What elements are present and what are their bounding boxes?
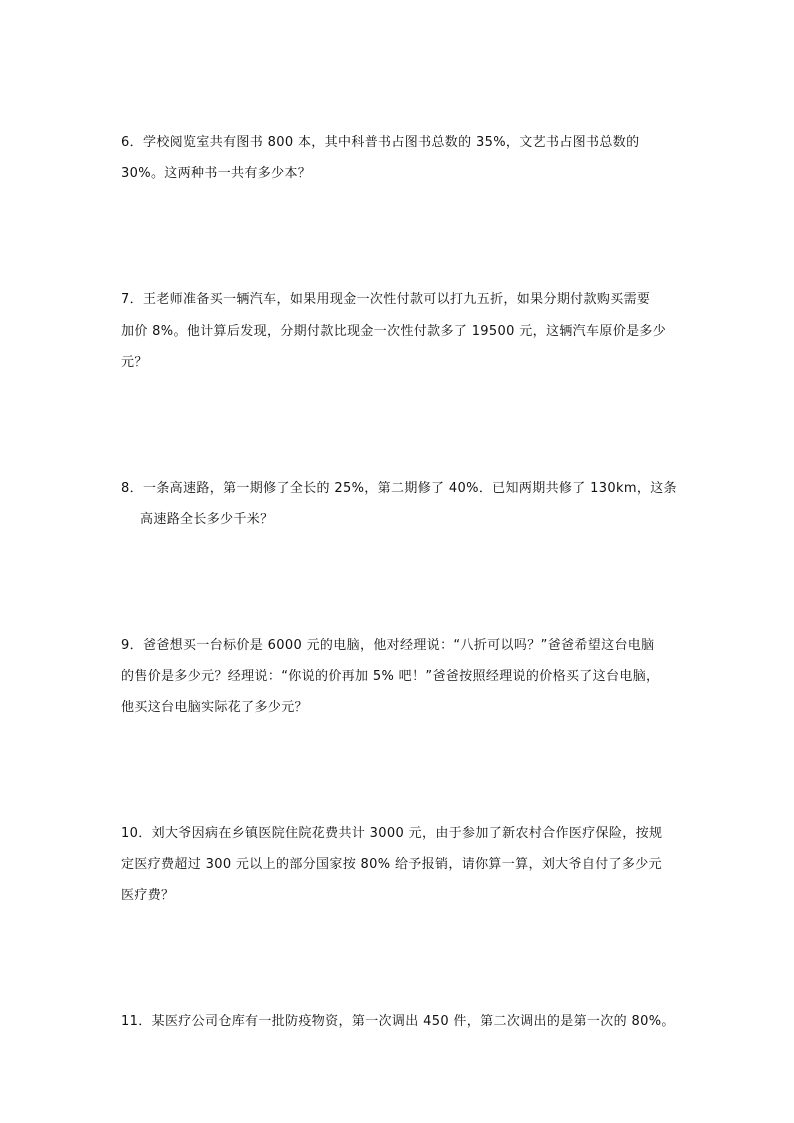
question-10-line-1: 10．刘大爷因病在乡镇医院住院花费共计 3000 元，由于参加了新农村合作医疗保险，按规 — [121, 826, 663, 841]
question-7-line-1: 7．王老师准备买一辆汽车，如果用现金一次性付款可以打九五折，如果分期付款购买需要 — [121, 292, 651, 307]
question-10-line-3: 医疗费？ — [121, 888, 175, 903]
question-6-line-1: 6．学校阅览室共有图书 800 本，其中科普书占图书总数的 35%，文艺书占图书总数的 — [121, 135, 640, 150]
question-11-line-1: 11．某医疗公司仓库有一批防疫物资，第一次调出 450 件，第二次调出的是第一次的 80%。 — [121, 1014, 675, 1029]
question-7-line-2: 加价 8%。他计算后发现，分期付款比现金一次性付款多了 19500 元，这辆汽车原价是多少 — [121, 324, 667, 339]
question-8-line-1: 8．一条高速路，第一期修了全长的 25%，第二期修了 40%．已知两期共修了 130km，这条 — [121, 481, 677, 496]
question-9-line-1: 9．爸爸想买一台标价是 6000 元的电脑，他对经理说：“八折可以吗？”爸爸希望这台电脑 — [121, 638, 655, 653]
question-6-line-2: 30%。这两种书一共有多少本？ — [121, 166, 312, 181]
question-9-line-3: 他买这台电脑实际花了多少元？ — [121, 700, 308, 715]
question-7-line-3: 元？ — [121, 355, 148, 370]
question-9-line-2: 的售价是多少元？经理说：“你说的价再加 5% 吧！”爸爸按照经理说的价格买了这台电脑， — [121, 669, 660, 684]
question-10-line-2: 定医疗费超过 300 元以上的部分国家按 80% 给予报销，请你算一算，刘大爷自付了多少元 — [121, 857, 662, 872]
question-8-line-2: 高速路全长多少千米？ — [140, 512, 274, 527]
